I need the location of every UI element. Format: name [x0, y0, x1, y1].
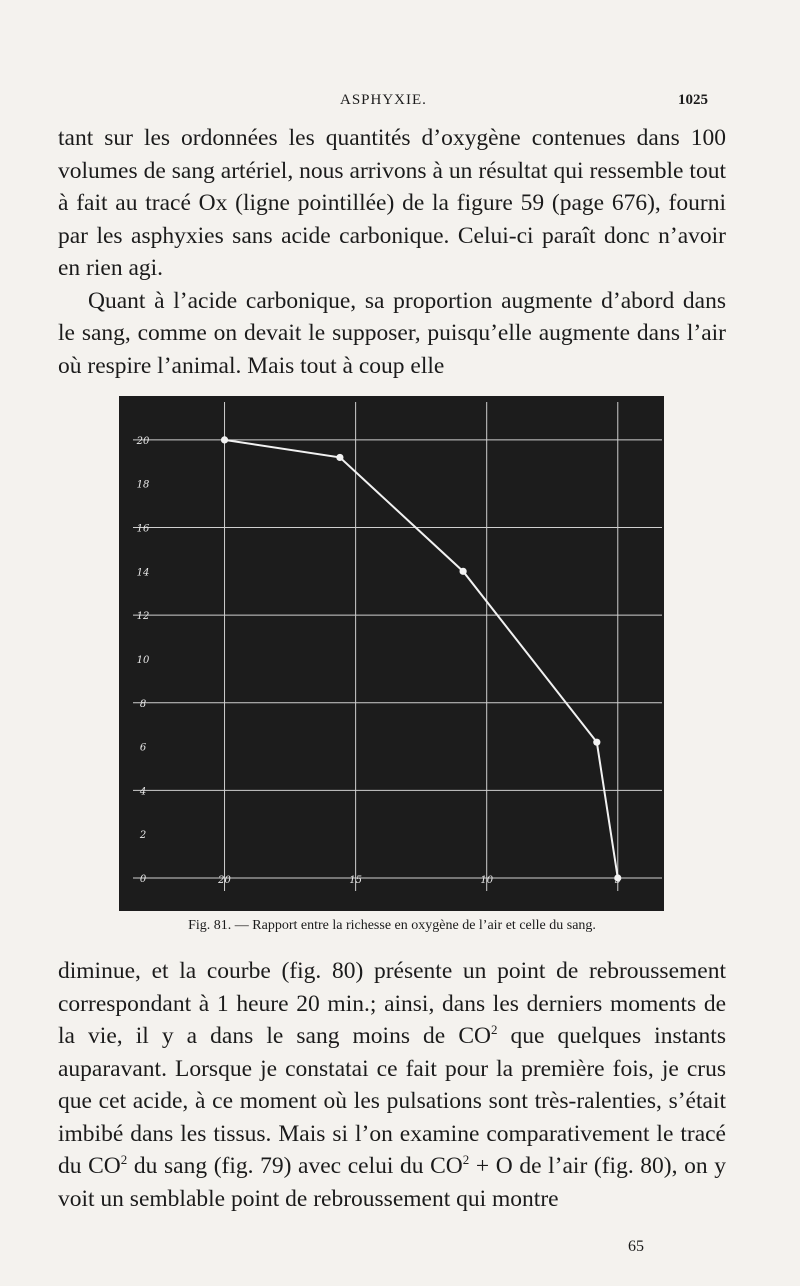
- paragraph: [58, 955, 726, 1215]
- running-title: ASPHYXIE.: [340, 92, 427, 108]
- text-run: du sang (fig. 79) avec celui du CO: [127, 1153, 463, 1179]
- data-point: [460, 568, 467, 575]
- y-tick-label: 18: [136, 479, 150, 491]
- text-run: + O de l’air (fig. 80), on y voit un semblable point de rebroussement qui montre: [58, 1153, 726, 1212]
- y-tick-label: 12: [136, 611, 150, 623]
- y-tick-label: 0: [139, 874, 147, 885]
- superscript: 2: [120, 1152, 128, 1167]
- y-tick-label: 4: [139, 786, 147, 798]
- text-run: que quelques instants auparavant. Lorsque je constatai ce fait pour la première fois, je crus que cet acide, à ce moment où les pulsations sont très-ralenties, s’était imbibé dans les tissus. Mais si l’on examine comparativement le tracé du CO: [58, 1023, 726, 1179]
- chart-background: [119, 396, 664, 911]
- body-text-bottom: [58, 955, 726, 1215]
- y-tick-label: 6: [139, 742, 147, 754]
- data-point: [336, 454, 343, 461]
- signature-mark: 65: [628, 1238, 644, 1255]
- y-tick-label: 16: [136, 523, 150, 535]
- superscript: 2: [490, 1022, 498, 1037]
- x-tick-label: 20: [218, 875, 231, 886]
- body-text-top: [58, 122, 726, 382]
- paragraph: Quant à l’acide carbonique, sa proportion augmente d’abord dans le sang, comme on devait le supposer, puisqu’elle augmente dans l’air où respire l’animal. Mais tout à coup elle: [58, 287, 726, 379]
- y-tick-label: 2: [139, 830, 147, 842]
- x-tick-label: 10: [480, 875, 494, 886]
- superscript: 2: [462, 1152, 470, 1167]
- chart-svg: [119, 396, 664, 911]
- paragraph: tant sur les ordonnées les quantités d’oxygène contenues dans 100 volumes de sang artériel, nous arrivons à un résultat qui ressemble tout à fait au tracé Ox (ligne pointillée) de la figure 59 (page 676), fourni par les asphyxies sans acide carbonique. Celui-ci paraît donc n’avoir en rien agi.: [58, 125, 726, 281]
- page-header: [0, 92, 800, 116]
- figure-81-chart: [119, 396, 664, 911]
- data-point: [614, 874, 621, 881]
- data-point: [593, 739, 600, 746]
- x-tick-label: 15: [349, 875, 362, 886]
- page-number: 1025: [678, 92, 708, 108]
- text-run: diminue, et la courbe (fig. 80) présente un point de rebroussement correspondant à 1 heure 20 min.; ainsi, dans les derniers moments de la vie, il y a dans le sang moins de CO: [58, 958, 726, 1049]
- data-point: [221, 436, 228, 443]
- y-tick-label: 20: [136, 435, 150, 447]
- y-tick-label: 8: [139, 698, 147, 710]
- y-tick-label: 10: [136, 654, 150, 666]
- figure-caption: Fig. 81. — Rapport entre la richesse en oxygène de l’air et celle du sang.: [188, 918, 596, 933]
- y-tick-label: 14: [136, 567, 150, 579]
